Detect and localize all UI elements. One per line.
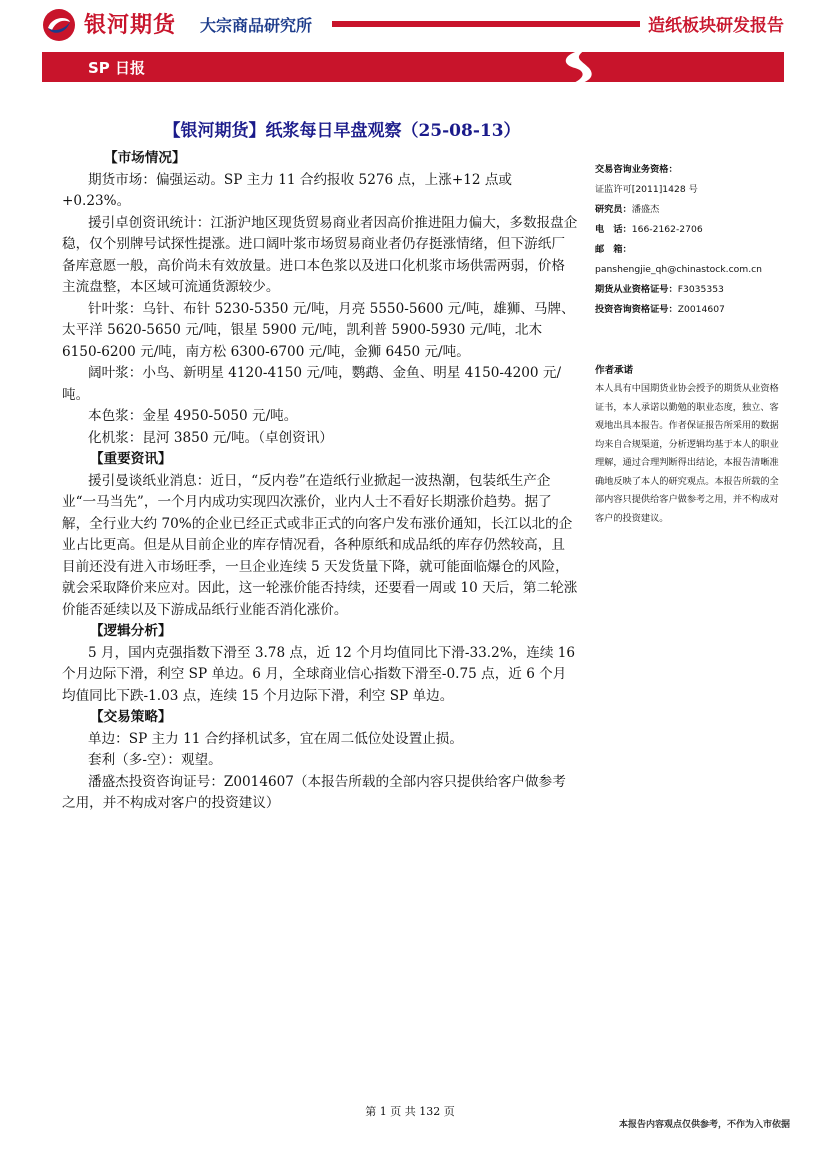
- invest-cert-number: Z0014607: [677, 304, 725, 315]
- company-name: 银河期货: [84, 13, 177, 38]
- paragraph: 援引卓创资讯统计：江浙沪地区现货贸易商业者因高价推进阻力偏大，多数报盘企稳，仅个别牌号试探性提涨。进口阔叶浆市场贸易商业者仍存挺涨情绪，但下游纸厂备库意愿一般，高价尚未有效放量。进口本色浆以及进口化机浆市场供需两弱，价格主流盘整，本区域可流通货源较少。: [62, 214, 578, 295]
- phone-number: 166-2162-2706: [631, 224, 703, 235]
- researcher-name: 潘盛杰: [631, 204, 660, 215]
- sidebar: [595, 160, 795, 320]
- report-type: 造纸板块研发报告: [648, 16, 784, 36]
- qualification-title: 交易咨询业务资格：: [595, 164, 678, 175]
- banner-label: SP 日报: [88, 59, 146, 77]
- futures-cert-number: F3035353: [677, 284, 724, 295]
- section-heading: 【重要资讯】: [90, 451, 172, 467]
- invest-cert-label: 投资咨询资格证号：: [595, 304, 678, 315]
- section-heading: 【市场情况】: [104, 150, 186, 166]
- paragraph: 期货市场：偏强运动。SP 主力 11 合约报收 5276 点，上涨+12 点或+0.23%。: [62, 171, 513, 209]
- swoosh-logo-icon: [545, 46, 605, 88]
- section-heading: 【逻辑分析】: [90, 623, 172, 639]
- commitment-title: 作者承诺: [595, 365, 634, 376]
- paragraph: 5 月，国内克强指数下滑至 3.78 点，近 12 个月均值同比下滑-33.2%，连续 16 个月边际下滑，利空 SP 单边。6 月，全球商业信心指数下滑至-0.75 点，近 6 个月均值同比下跌-1.03 点，连续 15 个月边际下滑，利空 SP 单边。: [62, 644, 576, 704]
- paragraph: 阔叶浆：小鸟、新明星 4120-4150 元/吨，鹦鹉、金鱼、明星 4150-4200 元/吨。: [62, 365, 562, 403]
- futures-cert-label: 期货从业资格证号：: [595, 284, 678, 295]
- paragraph: 本色浆：金星 4950-5050 元/吨。: [88, 408, 298, 424]
- paragraph: 潘盛杰投资咨询证号：Z0014607（本报告所载的全部内容只提供给客户做参考之用，并不构成对客户的投资建议）: [62, 773, 566, 811]
- paragraph: 化机浆：昆河 3850 元/吨。（卓创资讯）: [88, 429, 333, 446]
- phone-label: 电 话：: [595, 224, 632, 235]
- researcher-label: 研究员：: [595, 204, 632, 215]
- email-label: 邮 箱：: [595, 244, 632, 255]
- paragraph: 套利（多-空）：观望。: [88, 752, 222, 768]
- page-title: 【银河期货】纸浆每日早盘观察（25-08-13）: [163, 121, 521, 141]
- main-content: [62, 148, 578, 815]
- paragraph: 援引曼谈纸业消息：近日，“反内卷”在造纸行业掀起一波热潮，包装纸生产企业“一马当先”，一个月内成功实现四次涨价，业内人士不看好长期涨价趋势。据了解，全行业大约 70%的企业已经正式或非正式的向客户发布涨价通知，长江以北的企业占比更高。但是从目前企业的库存情况看，各种原纸和成品纸的库存仍然较高，且目前还没有进入市场旺季，一旦企业连续 5 天发货量下降，就可能面临爆仓的风险，就会采取降价来应对。因此，这一轮涨价能否持续，还要看一周或 10 天后，第二轮涨价能否延续以及下游成品纸行业能否消化涨价。: [62, 472, 578, 618]
- license-number: 证监许可[2011]1428 号: [595, 184, 698, 195]
- paragraph: 单边：SP 主力 11 合约择机试多，宜在周二低位处设置止损。: [88, 730, 463, 747]
- institute-name: 大宗商品研究所: [200, 16, 313, 35]
- commitment-text: 本人具有中国期货业协会授予的期货从业资格证书，本人承诺以勤勉的职业态度，独立、客观地出具本报告。作者保证报告所采用的数据均来自合规渠道，分析逻辑均基于本人的职业理解，通过合理判断得出结论，本报告清晰准确地反映了本人的研究观点。本报告所载的全部内容只提供给客户做参考之用，并不构成对客户的投资建议。: [595, 383, 779, 524]
- section-heading: 【交易策略】: [90, 709, 172, 725]
- galaxy-logo-icon: [42, 8, 76, 42]
- footer-disclaimer: 本报告内容观点仅供参考，不作为入市依据: [618, 1120, 790, 1130]
- report-banner: [42, 52, 784, 82]
- paragraph: 针叶浆：乌针、布针 5230-5350 元/吨，月亮 5550-5600 元/吨，雄狮、马牌、太平洋 5620-5650 元/吨，银星 5900 元/吨，凯利普 5900-5930 元/吨，北木 6150-6200 元/吨，南方松 6300-6700 元/吨，金狮 6450 元/吨。: [62, 300, 575, 360]
- page-number: 第 1 页 共 132 页: [365, 1105, 455, 1118]
- header-divider: [332, 21, 640, 27]
- email-address[interactable]: panshengjie_qh@chinastock.com.cn: [595, 264, 762, 275]
